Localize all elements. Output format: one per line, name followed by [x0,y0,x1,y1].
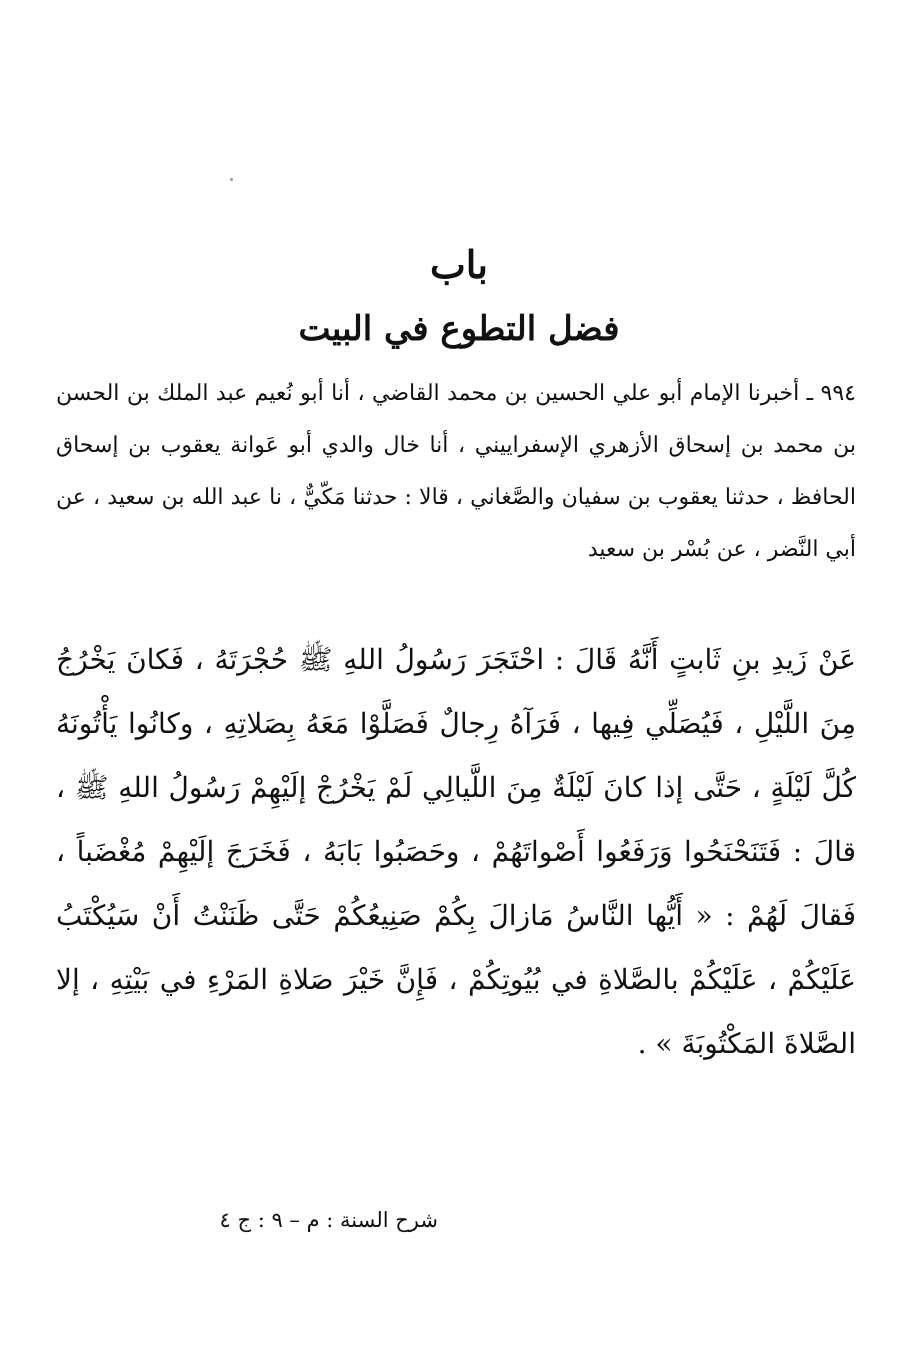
isnad-text: ٩٩٤ ـ أخبرنا الإمام أبو علي الحسين بن محمد القاضي ، أنا أبو نُعيم عبد الملك بن الحسن بن محمد بن إسحاق الأزهري الإسفراييني ، أنا خال والدي أبو عَوانة يعقوب بن إسحاق الحافظ ، حدثنا يعقوب بن سفيان والصَّغاني ، قالا : حدثنا مَكّيٌّ ، نا عبد الله بن سعيد ، عن أبي النَّضر ، عن بُسْر بن سعيد [56,381,856,562]
section-title: فضل التطوع في البيت [298,309,620,349]
page-footer-signature: شرح السنة : م – ٩ : ج ٤ [219,1208,438,1232]
chapter-heading: باب [430,242,488,287]
scan-speck [230,178,233,181]
matn-text: عَنْ زَيدِ بنِ ثَابتٍ أَنَّهُ قَالَ : احْتَجَرَ رَسُولُ اللهِ ﷺ حُجْرَتَهُ ، فَكانَ يَخْرُجُ مِنَ اللَّيْلِ ، فَيُصَلِّي فِيها ، فَرَآهُ رِجالٌ فَصَلَّوْا مَعَهُ بِصَلاتِهِ ، وكانُوا يَأْتُونَهُ كُلَّ لَيْلَةٍ ، حَتَّى إذا كانَ لَيْلَةٌ مِنَ اللَّيالِي لَمْ يَخْرُجْ إلَيْهِمْ رَسُولُ اللهِ ﷺ ، قالَ : فَتَنَحْنَحُوا وَرَفَعُوا أَصْواتَهُمْ ، وحَصَبُوا بَابَهُ ، فَخَرَجَ إلَيْهِمْ مُغْضَباً ، فَقالَ لَهُمْ : « أَيُّها النَّاسُ مَازالَ بِكُمْ صَنِيعُكُمْ حَتَّى ظَنَنْتُ أَنْ سَيُكْتَبُ عَلَيْكُمْ ، عَلَيْكُمْ بالصَّلاةِ في بُيُوتِكُمْ ، فَإِنَّ خَيْرَ صَلاةِ المَرْءِ في بَيْتِهِ ، إلا الصَّلاةَ المَكْتُوبَةَ » . [56,643,856,1060]
hadith-matn [56,628,856,1076]
hadith-isnad [56,368,856,576]
